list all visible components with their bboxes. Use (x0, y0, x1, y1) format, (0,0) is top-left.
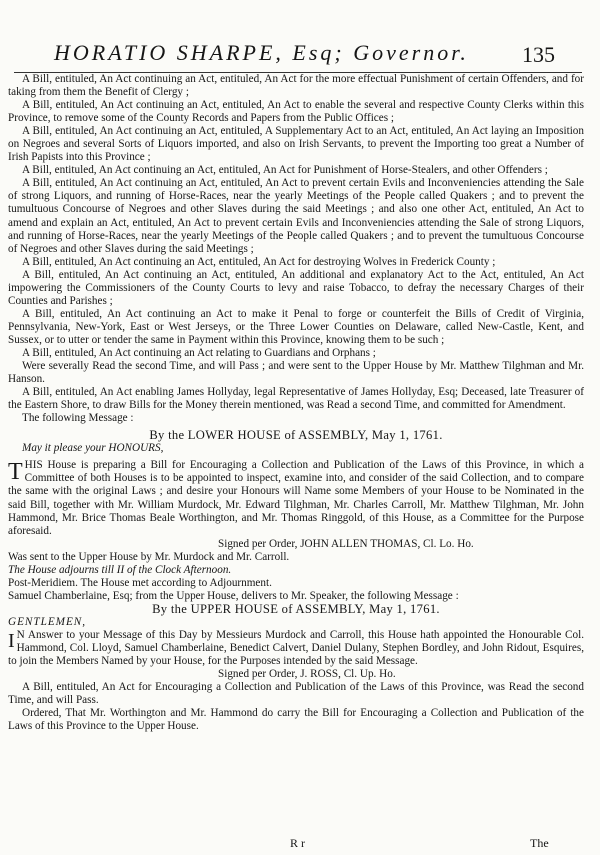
upper-house-salutation (8, 616, 584, 629)
paragraph: Was sent to the Upper House by Mr. Murdock and Mr. Carroll. (8, 550, 290, 563)
paragraph: A Bill, entituled, An Act continuing an Act relating to Guardians and Orphans ; (22, 346, 376, 359)
paragraph: A Bill, entituled, An Act continuing an Act, entituled, An Act for Punishment of Horse-Stealers, and other Offenders ; (22, 164, 548, 177)
message-body: N Answer to your Message of this Day by Messieurs Murdock and Carroll, this House hath appointed the Honourable Col. Hammond, Col. Lloyd, Samuel Chamberlaine, Benedict Calvert, Daniel Dulany, Stephen Bordley, and John Ridout, Esquires, to join the Members Named by your House, for the Purposes intended by the said Message. (8, 628, 584, 668)
page-footer (0, 836, 600, 852)
paragraph: A Bill, entituled, An Act continuing an Act, entituled, An Act for the more effectual Punishment of certain Offenders, and for taking from them the Benefit of Clergy ; (8, 73, 584, 99)
paragraph: Samuel Chamberlaine, Esq; from the Upper House, delivers to Mr. Speaker, the following Message : (8, 589, 459, 602)
salutation-text: GENTLEMEN, (8, 615, 87, 628)
paragraph: A Bill, entituled, An Act continuing an Act, entituled, A Supplementary Act to an Act, entituled, An Act laying an Imposition on Negroes and several Sorts of Liquors imported, and also on Irish Servants, to prevent the Importing too great a Number of Irish Papists into this Province ; (8, 125, 584, 164)
upper-house-message (8, 629, 584, 668)
paragraph: A Bill, entituled, An Act continuing an Act to make it Penal to forge or counterfeit the Bills of Credit of Virginia, Pennsylvania, New-York, East or West Jerseys, or the Three Lower Counties on Delaware, called New-Castle, Kent, and Sussex, or to utter or tender the same in Payment within this Province, knowing them to be such ; (8, 307, 584, 346)
message-body: HIS House is preparing a Bill for Encouraging a Collection and Publication of the Laws of this Province, in which a Committee of both Houses is to be appointed to inspect, examine into, and consider of the said Collection, and to compare the same with the original Laws ; and desire your Honours will Name some Members of your House to be Nominated in the said Bill, together with Mr. William Murdock, Mr. Edward Tilghman, Mr. Charles Carroll, Mr. Matthew Tilghman, Mr. John Hammond, Mr. Brice Thomas Beale Worthington, and Mr. Thomas Ringgold, of this House, as a Committee for the Purpose aforesaid. (8, 459, 584, 537)
lower-house-signature: Signed per Order, JOHN ALLEN THOMAS, Cl. Lo. Ho. (218, 537, 474, 550)
page-header (0, 40, 600, 76)
paragraph: A Bill, entituled, An Act continuing an Act, entituled, An Act to prevent certain Evils and Inconveniencies attending the Sale of strong Liquors, and running of Horse-Races, near the yearly Meetings of the People called Quakers ; and to prevent the tumultuous Concourse of Negroes and other Slaves during the said Meetings ; and also one other Act, entituled, An Act to amend and explain an Act, entituled, An Act to prevent certain Evils and Inconveniencies attending the Sale of strong Liquors, and running of Horse-Races, near the yearly Meetings of the People called Quakers ; and to prevent the tumultuous Concourse of Negroes and other Slaves during the said Meetings ; (8, 177, 584, 255)
lower-house-salutation (8, 442, 584, 455)
lower-house-message (8, 459, 584, 537)
salutation-text: May it please your HONOURS, (22, 442, 164, 455)
paragraph: A Bill, entituled, An Act continuing an Act, entituled, An Act to enable the several and respective County Clerks within this Province, to remove some of the County Records and Papers from the Public Offices ; (8, 99, 584, 125)
drop-cap: I (8, 629, 15, 652)
paragraph: Ordered, That Mr. Worthington and Mr. Hammond do carry the Bill for Encouraging a Collection and Publication of the Laws of this Province to the Upper House. (8, 707, 584, 733)
running-head: HORATIO SHARPE, Esq; Governor. (54, 40, 469, 65)
paragraph: The following Message : (22, 412, 134, 425)
page-number: 135 (522, 42, 555, 67)
page-body (8, 73, 584, 733)
catchword: The (530, 836, 549, 850)
adjournment-note (8, 564, 584, 577)
signature-mark: R r (290, 836, 305, 850)
drop-cap: T (8, 459, 23, 486)
paragraph: Were severally Read the second Time, and will Pass ; and were sent to the Upper House by Mr. Matthew Tilghman and Mr. Hanson. (8, 360, 584, 386)
upper-house-heading: By the UPPER HOUSE of ASSEMBLY, May 1, 1761. (152, 601, 440, 616)
paragraph: Post-Meridiem. The House met according to Adjournment. (8, 576, 272, 589)
paragraph: A Bill, entituled, An Act continuing an Act, entituled, An Act for destroying Wolves in Frederick County ; (22, 255, 496, 268)
paragraph: A Bill, entituled, An Act for Encouraging a Collection and Publication of the Laws of this Province, was Read the second Time, and will Pass. (8, 681, 584, 707)
paragraph: A Bill, entituled, An Act continuing an Act, entituled, An additional and explanatory Act to the Act, entituled, An Act impowering the Commissioners of the County Courts to levy and raise Tobacco, to defray the necessary Charges of their Counties and Parishes ; (8, 268, 584, 307)
paragraph: A Bill, entituled, An Act enabling James Hollyday, legal Representative of James Hollyday, Esq; Deceased, late Treasurer of the Eastern Shore, to draw Bills for the Money therein mentioned, was Read a second Time, and committed for Amendment. (8, 386, 584, 412)
lower-house-heading: By the LOWER HOUSE of ASSEMBLY, May 1, 1761. (149, 428, 443, 443)
upper-house-signature: Signed per Order, J. ROSS, Cl. Up. Ho. (218, 668, 396, 681)
adjournment-text: The House adjourns till II of the Clock Afternoon. (8, 563, 232, 576)
